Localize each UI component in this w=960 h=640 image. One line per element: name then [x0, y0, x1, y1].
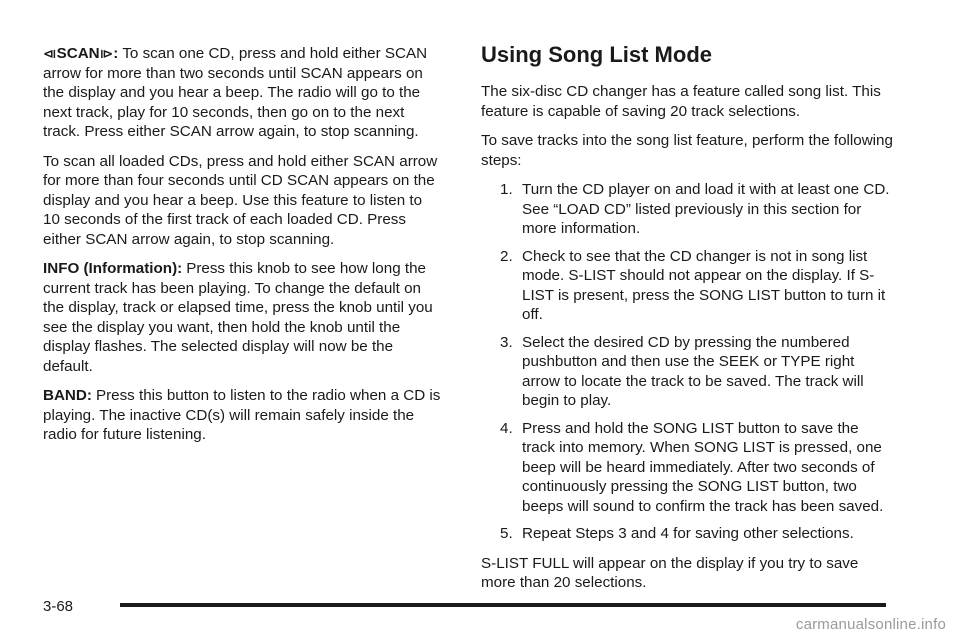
info-label: INFO (Information): [43, 260, 183, 277]
step-text: Press and hold the SONG LIST button to save the track into memory. When SONG LIST is pressed, one beep will be heard immediately. After two seconds of continuously pressing the SONG LIST button, two beeps will sound to confirm the track has been saved. [522, 419, 884, 515]
scan-back-icon: ⧏ [43, 46, 57, 61]
steps-list [481, 180, 893, 544]
outro-paragraph: S-LIST FULL will appear on the display if you try to save more than 20 selections. [481, 554, 859, 591]
left-column [43, 44, 443, 455]
step-text: Turn the CD player on and load it with at least one CD. See “LOAD CD” listed previously in this section for more information. [522, 181, 890, 237]
list-item [481, 524, 893, 544]
step-number: 4. [500, 419, 513, 437]
step-text: Check to see that the CD changer is not in song list mode. S-LIST should not appear on the display. If S-LIST is present, press the SONG LIST button to turn it off. [522, 247, 886, 323]
section-heading: Using Song List Mode [481, 42, 712, 67]
step-number: 5. [500, 525, 513, 542]
step-number: 2. [500, 247, 513, 265]
step-text: Repeat Steps 3 and 4 for saving other selections. [522, 525, 854, 542]
scan-text: To scan one CD, press and hold either SCAN arrow for more than two seconds until SCAN appears on the display and you hear a beep. The radio will go to the next track, play for 10 seconds, then go on to the next track. Press either SCAN arrow again, to stop scanning. [43, 45, 428, 140]
intro-paragraph: The six-disc CD changer has a feature called song list. This feature is capable of saving 20 track selections. [481, 83, 881, 120]
list-item [481, 180, 893, 239]
info-text: Press this knob to see how long the current track has been playing. To change the default on the display, track or elapsed time, press the knob until you see the display you want, then hold the knob until the display flashes. The selected display will now be the default. [43, 260, 433, 375]
scan-forward-icon: ⧐ [99, 46, 114, 61]
list-item [481, 333, 893, 411]
right-column [481, 44, 893, 603]
scan-all-paragraph: To scan all loaded CDs, press and hold either SCAN arrow for more than four seconds until CD SCAN appears on the display and you hear a beep. Use this feature to listen to 10 seconds of the first track of each loaded CD. Press either SCAN arrow again, to stop scanning. [43, 152, 438, 248]
band-label: BAND: [43, 387, 92, 404]
step-number: 3. [500, 333, 513, 351]
list-item [481, 419, 893, 517]
page-number: 3-68 [43, 598, 74, 615]
scan-paragraph [43, 44, 443, 142]
watermark: carmanualsonline.info [795, 616, 946, 633]
scan-label: ⧏SCAN⧐: [43, 45, 119, 62]
footer-divider [120, 603, 886, 607]
step-text: Select the desired CD by pressing the numbered pushbutton and then use the SEEK or TYPE right arrow to locate the track to be saved. The track will begin to play. [522, 333, 864, 409]
band-text: Press this button to listen to the radio when a CD is playing. The inactive CD(s) will remain safely inside the radio for future listening. [43, 387, 441, 443]
band-paragraph [43, 386, 443, 445]
info-paragraph [43, 259, 443, 376]
steps-intro: To save tracks into the song list feature, perform the following steps: [481, 132, 893, 169]
step-number: 1. [500, 181, 513, 198]
list-item [481, 247, 893, 325]
